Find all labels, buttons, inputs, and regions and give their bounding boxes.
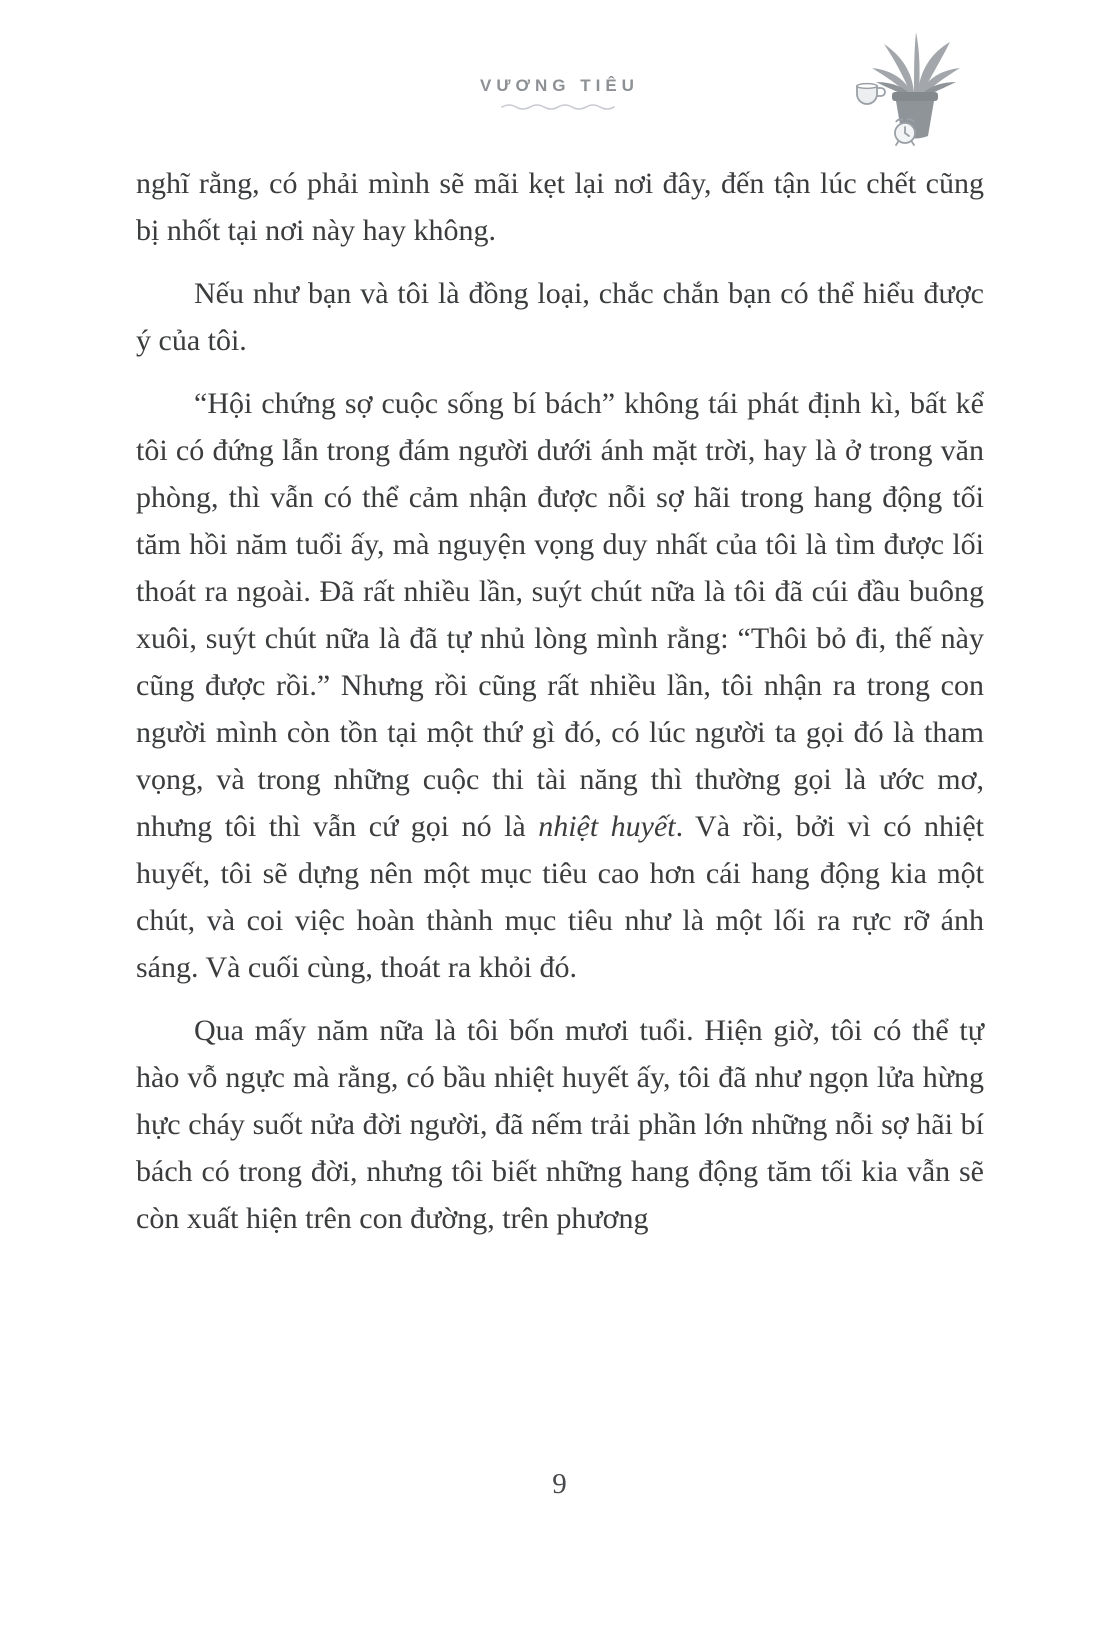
running-title: VƯƠNG TIÊU	[480, 76, 639, 95]
page-body	[136, 160, 984, 1242]
page-number: 9	[552, 1468, 567, 1500]
paragraph-text: . Và rồi, bởi vì có nhiệt huyết, tôi sẽ dựng nên một mục tiêu cao hơn cái hang động kia một chút, và coi việc hoàn thành mục tiêu như là một lối ra rực rỡ ánh sáng. Và cuối cùng, thoát ra khỏi đó.	[136, 810, 984, 984]
paragraph-text: “Hội chứng sợ cuộc sống bí bách” không tái phát định kì, bất kể tôi có đứng lẫn trong đám người dưới ánh mặt trời, hay là ở trong văn phòng, thì vẫn có thể cảm nhận được nỗi sợ hãi trong hang động tối tăm hồi năm tuổi ấy, mà nguyện vọng duy nhất của tôi là tìm được lối thoát ra ngoài. Đã rất nhiều lần, suýt chút nữa là tôi đã cúi đầu buông xuôi, suýt chút nữa là đã tự nhủ lòng mình rằng: “Thôi bỏ đi, thế này cũng được rồi.” Nhưng rồi cũng rất nhiều lần, tôi nhận ra trong con người mình còn tồn tại một thứ gì đó, có lúc người ta gọi đó là tham vọng, và trong những cuộc thi tài năng thì thường gọi là ước mơ, nhưng tôi thì vẫn cứ gọi nó là	[136, 387, 984, 843]
paragraph-continuation: nghĩ rằng, có phải mình sẽ mãi kẹt lại nơi đây, đến tận lúc chết cũng bị nhốt tại nơi này hay không.	[136, 167, 984, 247]
paragraph: Qua mấy năm nữa là tôi bốn mươi tuổi. Hiện giờ, tôi có thể tự hào vỗ ngực mà rằng, có bầu nhiệt huyết ấy, tôi đã như ngọn lửa hừng hực cháy suốt nửa đời người, đã nếm trải phần lớn những nỗi sợ hãi bí bách có trong đời, nhưng tôi biết những hang động tăm tối kia vẫn sẽ còn xuất hiện trên con đường, trên phương	[136, 1014, 984, 1235]
alarm-clock-icon	[889, 116, 921, 148]
emphasized-phrase: nhiệt huyết	[538, 810, 676, 843]
paragraph: Nếu như bạn và tôi là đồng loại, chắc chắn bạn có thể hiểu được ý của tôi.	[136, 277, 984, 357]
wave-underline-decoration	[501, 102, 619, 112]
paragraph	[136, 380, 984, 991]
coffee-cup-icon	[853, 80, 889, 108]
